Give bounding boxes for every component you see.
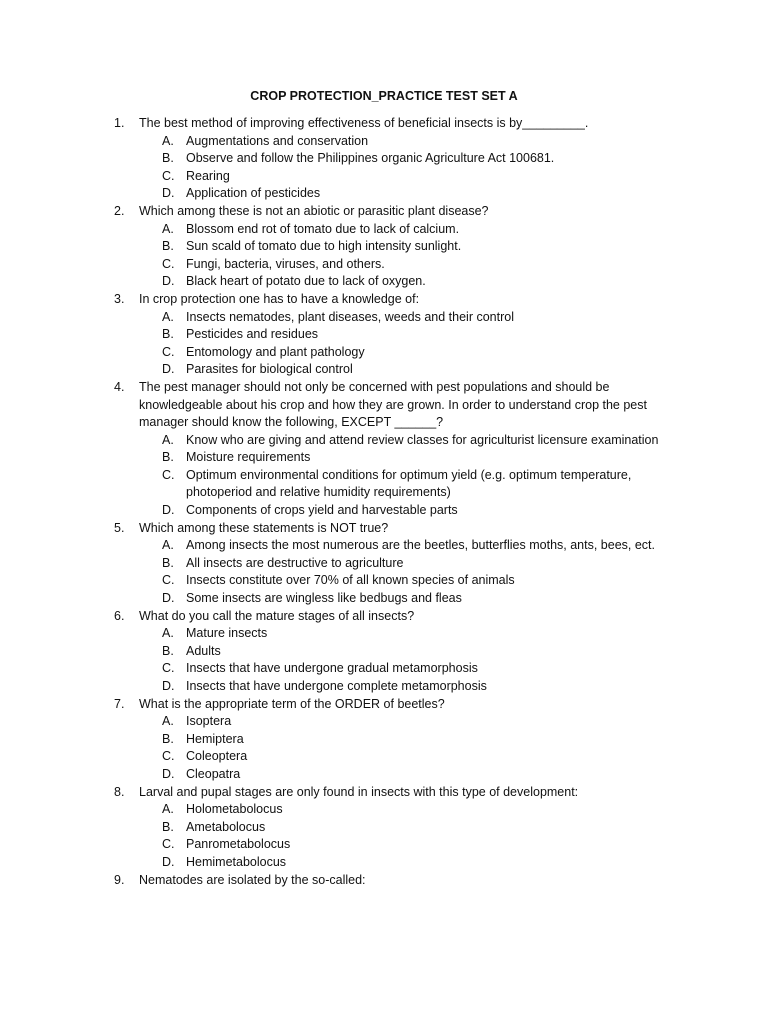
question-text: The best method of improving effectiveness of beneficial insects is by_________. bbox=[139, 116, 589, 130]
option-text: Mature insects bbox=[186, 626, 268, 641]
answer-option bbox=[0, 168, 768, 186]
question-number: 7. bbox=[114, 696, 125, 711]
question-item bbox=[0, 696, 768, 714]
answer-option bbox=[0, 432, 768, 450]
option-text: Black heart of potato due to lack of oxygen. bbox=[186, 274, 426, 289]
option-letter: A. bbox=[162, 309, 174, 324]
question-item bbox=[0, 608, 768, 626]
option-text: Moisture requirements bbox=[186, 450, 311, 465]
option-letter: A. bbox=[162, 538, 174, 553]
answer-option bbox=[0, 502, 768, 520]
option-letter: D. bbox=[162, 766, 175, 781]
option-text: Fungi, bacteria, viruses, and others. bbox=[186, 256, 385, 271]
question-text: What is the appropriate term of the ORDER of beetles? bbox=[139, 696, 445, 711]
option-text: Insects that have undergone complete metamorphosis bbox=[186, 679, 487, 693]
answer-option bbox=[0, 344, 768, 362]
option-letter: C. bbox=[162, 344, 175, 359]
option-text: Hemiptera bbox=[186, 731, 244, 746]
option-text: Adults bbox=[186, 643, 221, 658]
option-letter: D. bbox=[162, 591, 175, 606]
answer-option bbox=[0, 256, 768, 274]
option-text: Panrometabolocus bbox=[186, 837, 291, 852]
question-number: 8. bbox=[114, 784, 125, 799]
option-text: Entomology and plant pathology bbox=[186, 344, 365, 359]
option-text: Hemimetabolocus bbox=[186, 854, 287, 869]
answer-option bbox=[0, 537, 768, 555]
option-letter: B. bbox=[162, 731, 174, 746]
answer-option bbox=[0, 819, 768, 837]
option-letter: B. bbox=[162, 327, 174, 342]
answer-option bbox=[0, 678, 768, 696]
option-letter: D. bbox=[162, 274, 175, 289]
option-text: Insects constitute over 70% of all known species of animals bbox=[186, 573, 515, 588]
answer-option bbox=[0, 361, 768, 379]
option-text: Some insects are wingless like bedbugs and fleas bbox=[186, 591, 462, 606]
question-number: 2. bbox=[114, 203, 125, 218]
question-item bbox=[0, 203, 768, 221]
answer-option bbox=[0, 309, 768, 327]
answer-option bbox=[0, 185, 768, 203]
option-letter: A. bbox=[162, 626, 174, 641]
answer-option bbox=[0, 273, 768, 291]
question-text: Nematodes are isolated by the so-called: bbox=[139, 872, 366, 887]
option-text: Among insects the most numerous are the beetles, butterflies moths, ants, bees, ect. bbox=[186, 538, 655, 553]
answer-option bbox=[0, 836, 768, 854]
option-text: Isoptera bbox=[186, 714, 232, 729]
option-text: Sun scald of tomato due to high intensity sunlight. bbox=[186, 239, 462, 254]
option-letter: C. bbox=[162, 661, 175, 676]
question-item bbox=[0, 784, 768, 802]
option-letter: A. bbox=[162, 221, 174, 236]
question-number: 9. bbox=[114, 872, 125, 887]
option-text: Application of pesticides bbox=[186, 186, 321, 201]
answer-option bbox=[0, 625, 768, 643]
question-number: 6. bbox=[114, 608, 125, 623]
question-item bbox=[0, 379, 768, 432]
option-letter: A. bbox=[162, 432, 174, 447]
answer-option bbox=[0, 572, 768, 590]
option-text: Optimum environmental conditions for optimum yield (e.g. optimum temperature, photoperiod and relative humidity requirements) bbox=[186, 467, 632, 500]
option-text: Rearing bbox=[186, 168, 230, 183]
option-letter: D. bbox=[162, 679, 175, 693]
option-text: Ametabolocus bbox=[186, 819, 266, 834]
option-letter: C. bbox=[162, 749, 175, 764]
option-letter: B. bbox=[162, 239, 174, 254]
option-text: Insects that have undergone gradual metamorphosis bbox=[186, 661, 478, 676]
option-letter: B. bbox=[162, 151, 174, 166]
answer-option bbox=[0, 326, 768, 344]
option-letter: D. bbox=[162, 362, 175, 377]
answer-option bbox=[0, 555, 768, 573]
option-text: Coleoptera bbox=[186, 749, 248, 764]
option-text: Parasites for biological control bbox=[186, 362, 353, 377]
option-text: Augmentations and conservation bbox=[186, 133, 369, 148]
question-item bbox=[0, 291, 768, 309]
answer-option bbox=[0, 221, 768, 239]
option-letter: C. bbox=[162, 256, 175, 271]
answer-option bbox=[0, 713, 768, 731]
option-letter: C. bbox=[162, 837, 175, 852]
option-letter: A. bbox=[162, 714, 174, 729]
option-letter: B. bbox=[162, 450, 174, 465]
option-letter: B. bbox=[162, 643, 174, 658]
option-letter: C. bbox=[162, 467, 175, 482]
option-text: Blossom end rot of tomato due to lack of calcium. bbox=[186, 221, 460, 236]
answer-option bbox=[0, 766, 768, 784]
option-letter: C. bbox=[162, 168, 175, 183]
question-number: 4. bbox=[114, 379, 125, 394]
option-letter: D. bbox=[162, 503, 175, 518]
question-number: 1. bbox=[114, 116, 125, 130]
answer-option bbox=[0, 731, 768, 749]
option-letter: D. bbox=[162, 186, 175, 201]
answer-option bbox=[0, 748, 768, 766]
option-letter: B. bbox=[162, 819, 174, 834]
option-text: Pesticides and residues bbox=[186, 327, 319, 342]
option-text: Observe and follow the Philippines organic Agriculture Act 100681. bbox=[186, 151, 555, 166]
option-letter: C. bbox=[162, 573, 175, 588]
option-letter: B. bbox=[162, 555, 174, 570]
option-letter: D. bbox=[162, 854, 175, 869]
answer-option bbox=[0, 854, 768, 872]
question-text: Which among these statements is NOT true? bbox=[139, 520, 389, 535]
option-text: Cleopatra bbox=[186, 766, 241, 781]
question-text: Which among these is not an abiotic or parasitic plant disease? bbox=[139, 203, 489, 218]
question-text: Larval and pupal stages are only found in insects with this type of development: bbox=[139, 784, 579, 799]
question-number: 5. bbox=[114, 520, 125, 535]
question-item bbox=[0, 872, 768, 890]
question-text: The pest manager should not only be concerned with pest populations and should be knowledgeable about his crop and how they are grown. In order to understand crop the pest manager should know the following, EXCEPT ______? bbox=[139, 379, 647, 430]
answer-option bbox=[0, 643, 768, 661]
option-letter: A. bbox=[162, 133, 174, 148]
page-title: CROP PROTECTION_PRACTICE TEST SET A bbox=[250, 89, 518, 103]
option-text: Know who are giving and attend review classes for agriculturist licensure examination bbox=[186, 432, 659, 447]
answer-option bbox=[0, 590, 768, 608]
question-text: In crop protection one has to have a knowledge of: bbox=[139, 291, 420, 306]
answer-option bbox=[0, 133, 768, 151]
question-item bbox=[0, 520, 768, 538]
answer-option bbox=[0, 238, 768, 256]
answer-option bbox=[0, 801, 768, 819]
option-text: Insects nematodes, plant diseases, weeds and their control bbox=[186, 309, 514, 324]
answer-option bbox=[0, 660, 768, 678]
question-list bbox=[0, 115, 768, 889]
option-text: All insects are destructive to agriculture bbox=[186, 555, 404, 570]
question-item bbox=[0, 115, 768, 133]
option-text: Holometabolocus bbox=[186, 802, 283, 817]
answer-option bbox=[0, 449, 768, 467]
answer-option bbox=[0, 150, 768, 168]
answer-option bbox=[0, 467, 768, 502]
question-text: What do you call the mature stages of all insects? bbox=[139, 608, 415, 623]
option-letter: A. bbox=[162, 802, 174, 817]
question-number: 3. bbox=[114, 291, 125, 306]
option-text: Components of crops yield and harvestable parts bbox=[186, 503, 458, 518]
